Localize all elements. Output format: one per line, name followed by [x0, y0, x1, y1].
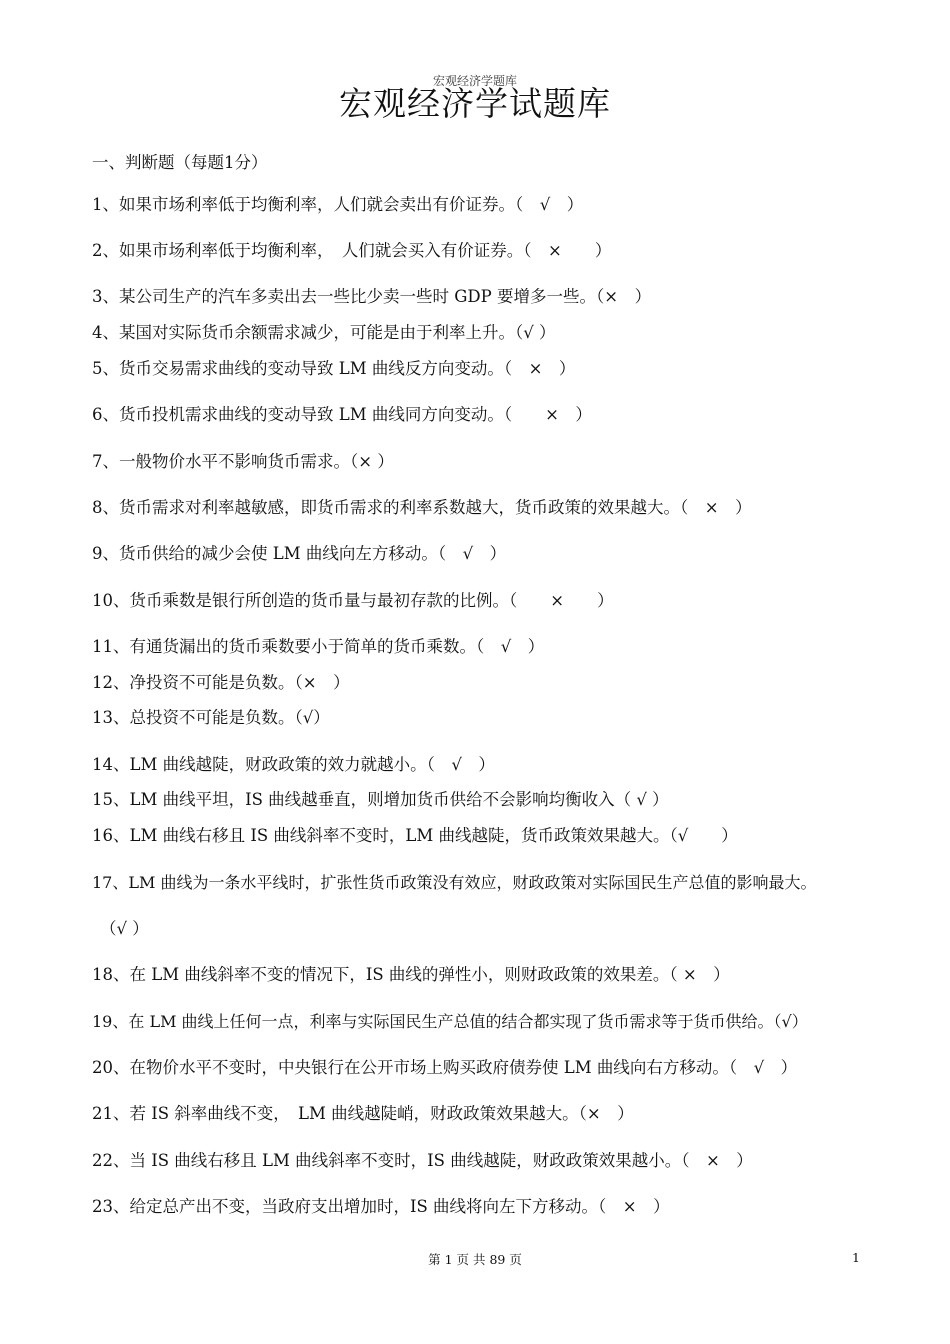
question-item: 20、在物价水平不变时，中央银行在公开市场上购买政府债券使 LM 曲线向右方移动。（ √ ） [92, 1058, 798, 1077]
question-item: 14、LM 曲线越陡，财政政策的效力就越小。（ √ ） [92, 755, 495, 774]
question-item: 10、货币乘数是银行所创造的货币量与最初存款的比例。（ × ） [92, 591, 614, 610]
question-item: 21、若 IS 斜率曲线不变， LM 曲线越陡峭，财政政策效果越大。（× ） [92, 1104, 634, 1123]
question-item: 6、货币投机需求曲线的变动导致 LM 曲线同方向变动。（ × ） [92, 405, 592, 424]
question-item-continuation: （√ ） [100, 919, 149, 938]
question-item: 8、货币需求对利率越敏感，即货币需求的利率系数越大，货币政策的效果越大。（ × ） [92, 498, 752, 517]
question-item: 2、如果市场利率低于均衡利率， 人们就会买入有价证券。（ × ） [92, 241, 612, 260]
question-item: 1、如果市场利率低于均衡利率，人们就会卖出有价证券。（ √ ） [92, 195, 584, 214]
question-item: 9、货币供给的减少会使 LM 曲线向左方移动。（ √ ） [92, 544, 507, 563]
page-footer-label: 第 1 页 共 89 页 [428, 1252, 522, 1267]
question-item: 12、净投资不可能是负数。（× ） [92, 673, 350, 692]
question-item: 7、一般物价水平不影响货币需求。（× ） [92, 452, 394, 471]
question-item: 18、在 LM 曲线斜率不变的情况下，IS 曲线的弹性小，则财政政策的效果差。（ × ） [92, 965, 730, 984]
question-item: 19、在 LM 曲线上任何一点，利率与实际国民生产总值的结合都实现了货币需求等于货币供给。（√） [92, 1012, 808, 1031]
document-title: 宏观经济学试题库 [339, 84, 611, 123]
question-item: 13、总投资不可能是负数。（√） [92, 708, 330, 727]
page-number: 1 [852, 1250, 860, 1265]
question-item: 15、LM 曲线平坦，IS 曲线越垂直，则增加货币供给不会影响均衡收入（ √ ） [92, 790, 669, 809]
question-item: 3、某公司生产的汽车多卖出去一些比少卖一些时 GDP 要增多一些。（× ） [92, 287, 652, 306]
question-item: 22、当 IS 曲线右移且 LM 曲线斜率不变时，IS 曲线越陡，财政政策效果越小。（ × ） [92, 1151, 753, 1170]
section-heading: 一、判断题（每题1分） [92, 153, 268, 172]
question-item: 4、某国对实际货币余额需求减少，可能是由于利率上升。（√ ） [92, 323, 556, 342]
question-item: 5、货币交易需求曲线的变动导致 LM 曲线反方向变动。（ × ） [92, 359, 576, 378]
running-header: 宏观经济学题库 [432, 74, 517, 88]
question-item: 17、LM 曲线为一条水平线时，扩张性货币政策没有效应，财政政策对实际国民生产总值的影响最大。 [92, 873, 817, 892]
question-item: 11、有通货漏出的货币乘数要小于简单的货币乘数。（ √ ） [92, 637, 545, 656]
question-item: 16、LM 曲线右移且 IS 曲线斜率不变时，LM 曲线越陡，货币政策效果越大。（√ ） [92, 826, 738, 845]
question-item: 23、给定总产出不变，当政府支出增加时，IS 曲线将向左下方移动。（ × ） [92, 1197, 670, 1216]
